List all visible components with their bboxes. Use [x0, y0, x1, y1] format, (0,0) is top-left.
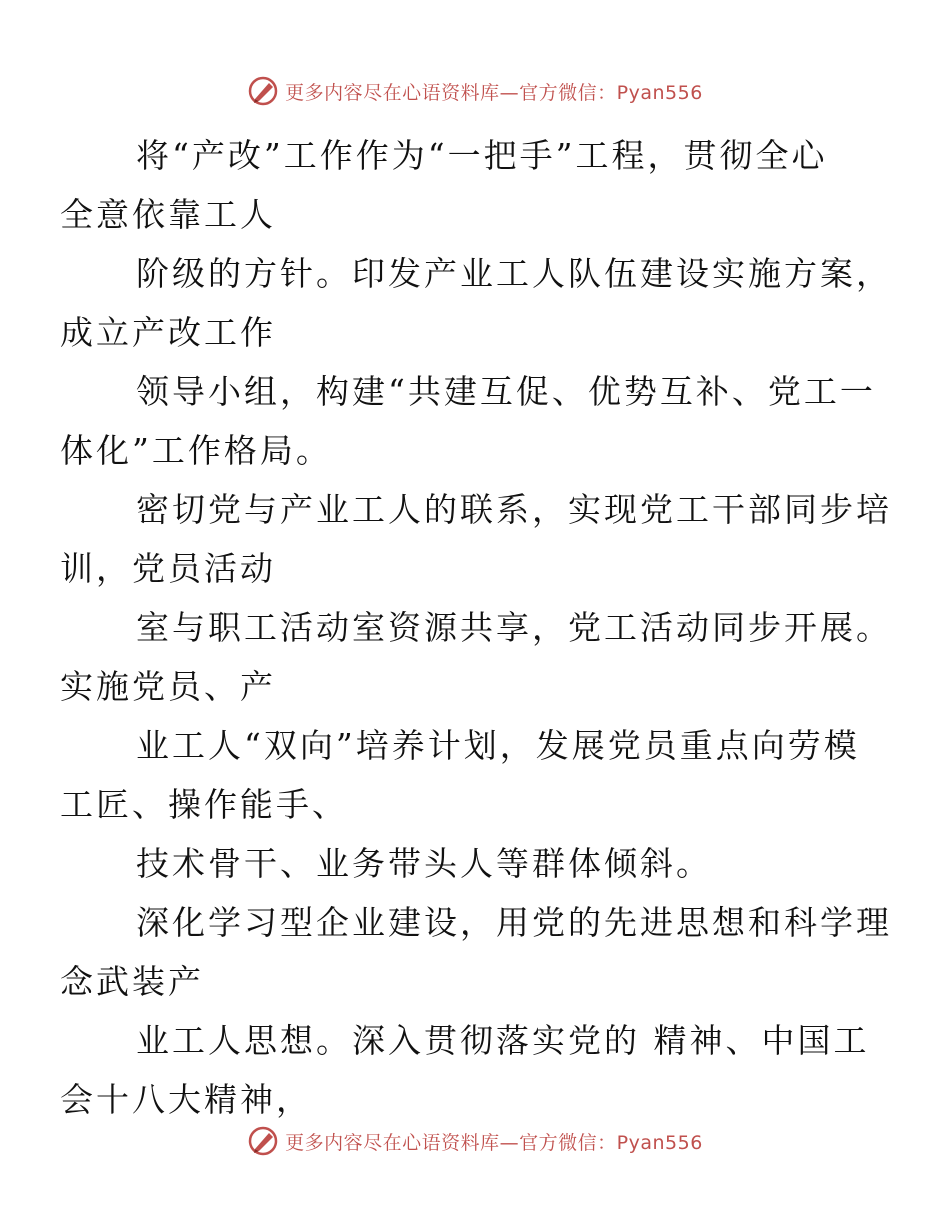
text-line: 将“产改”工作作为“一把手”工程，贯彻全心: [136, 136, 828, 175]
text-line: 会十八大精神，: [60, 1080, 312, 1119]
paragraph: [98, 834, 858, 893]
text-line: 全意依靠工人: [60, 195, 276, 234]
text-line: 技术骨干、业务带头人等群体倾斜。: [136, 844, 712, 883]
watermark-text: 更多内容尽在心语资料库—官方微信：Pyan556: [285, 1131, 703, 1154]
pen-logo-icon: [247, 1125, 279, 1157]
text-line: 念武装产: [60, 962, 204, 1001]
text-line: 工匠、操作能手、: [60, 785, 348, 824]
text-line: 体化”工作格局。: [60, 431, 332, 470]
text-line: 成立产改工作: [60, 313, 276, 352]
text-line: 密切党与产业工人的联系，实现党工干部同步培: [136, 490, 892, 529]
text-line: 实施党员、产: [60, 667, 276, 706]
document-body: [60, 126, 892, 1129]
paragraph: [60, 893, 892, 1011]
paragraph: [60, 126, 858, 244]
text-line: 业工人思想。深入贯彻落实党的 精神、中国工: [136, 1021, 870, 1060]
pen-logo-icon: [247, 75, 279, 107]
paragraph: [60, 244, 892, 362]
text-line: 业工人“双向”培养计划，发展党员重点向劳模: [136, 726, 860, 765]
watermark-text: 更多内容尽在心语资料库—官方微信：Pyan556: [285, 81, 703, 104]
paragraph: [60, 1011, 870, 1129]
paragraph: [60, 598, 892, 716]
paragraph: [60, 480, 892, 598]
paragraph: [60, 362, 876, 480]
text-line: 领导小组，构建“共建互促、优势互补、党工一: [136, 372, 876, 411]
header-watermark: [0, 74, 950, 108]
text-line: 室与职工活动室资源共享，党工活动同步开展。: [136, 608, 892, 647]
text-line: 训，党员活动: [60, 549, 276, 588]
footer-watermark: [0, 1124, 950, 1158]
text-line: 阶级的方针。印发产业工人队伍建设实施方案，: [136, 254, 892, 293]
paragraph: [60, 716, 860, 834]
text-line: 深化学习型企业建设，用党的先进思想和科学理: [136, 903, 892, 942]
